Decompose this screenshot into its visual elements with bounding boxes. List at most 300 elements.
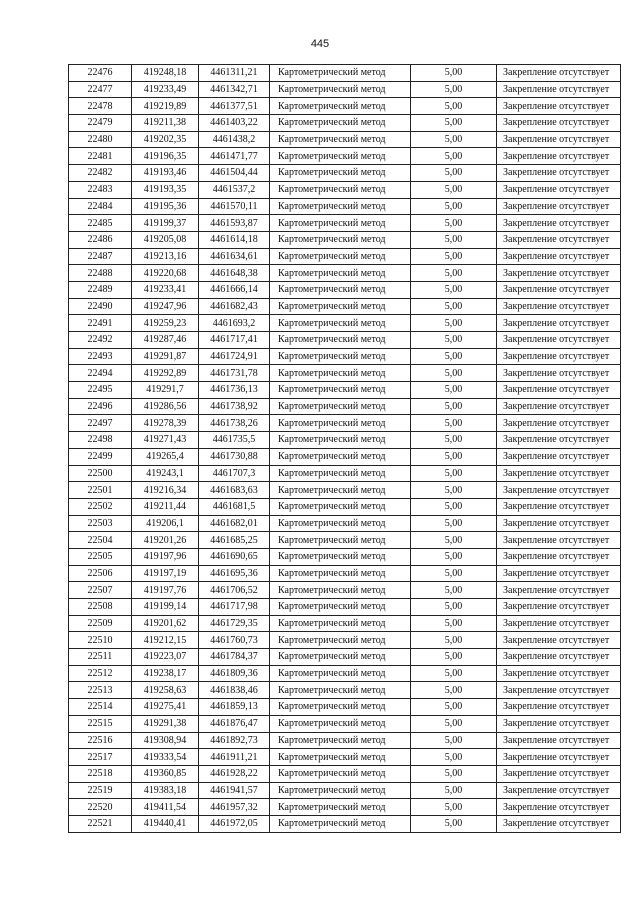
accuracy-cell: 5,00 xyxy=(411,765,497,782)
method-cell: Картометрический метод xyxy=(270,81,411,98)
accuracy-cell: 5,00 xyxy=(411,115,497,132)
table-row xyxy=(69,231,621,248)
x-coordinate-cell: 419238,17 xyxy=(132,665,199,682)
y-coordinate-cell: 4461706,52 xyxy=(199,582,270,599)
method-cell: Картометрический метод xyxy=(270,448,411,465)
point-number-cell: 22516 xyxy=(69,732,132,749)
method-cell: Картометрический метод xyxy=(270,382,411,399)
y-coordinate-cell: 4461731,78 xyxy=(199,365,270,382)
fixation-cell: Закрепление отсутствует xyxy=(497,582,621,599)
point-number-cell: 22493 xyxy=(69,348,132,365)
table-row xyxy=(69,215,621,232)
accuracy-cell: 5,00 xyxy=(411,131,497,148)
accuracy-cell: 5,00 xyxy=(411,632,497,649)
accuracy-cell: 5,00 xyxy=(411,532,497,549)
x-coordinate-cell: 419291,87 xyxy=(132,348,199,365)
method-cell: Картометрический метод xyxy=(270,599,411,616)
accuracy-cell: 5,00 xyxy=(411,98,497,115)
table-row xyxy=(69,749,621,766)
fixation-cell: Закрепление отсутствует xyxy=(497,565,621,582)
y-coordinate-cell: 4461634,61 xyxy=(199,248,270,265)
accuracy-cell: 5,00 xyxy=(411,715,497,732)
method-cell: Картометрический метод xyxy=(270,665,411,682)
x-coordinate-cell: 419196,35 xyxy=(132,148,199,165)
table-row xyxy=(69,515,621,532)
point-number-cell: 22519 xyxy=(69,782,132,799)
method-cell: Картометрический метод xyxy=(270,482,411,499)
table-row xyxy=(69,348,621,365)
method-cell: Картометрический метод xyxy=(270,432,411,449)
fixation-cell: Закрепление отсутствует xyxy=(497,615,621,632)
x-coordinate-cell: 419291,38 xyxy=(132,715,199,732)
y-coordinate-cell: 4461957,32 xyxy=(199,799,270,816)
point-number-cell: 22515 xyxy=(69,715,132,732)
point-number-cell: 22508 xyxy=(69,599,132,616)
method-cell: Картометрический метод xyxy=(270,265,411,282)
accuracy-cell: 5,00 xyxy=(411,665,497,682)
y-coordinate-cell: 4461760,73 xyxy=(199,632,270,649)
x-coordinate-cell: 419202,35 xyxy=(132,131,199,148)
y-coordinate-cell: 4461693,2 xyxy=(199,315,270,332)
table-row xyxy=(69,332,621,349)
fixation-cell: Закрепление отсутствует xyxy=(497,332,621,349)
point-number-cell: 22486 xyxy=(69,231,132,248)
fixation-cell: Закрепление отсутствует xyxy=(497,281,621,298)
y-coordinate-cell: 4461682,01 xyxy=(199,515,270,532)
table-row xyxy=(69,715,621,732)
x-coordinate-cell: 419233,49 xyxy=(132,81,199,98)
fixation-cell: Закрепление отсутствует xyxy=(497,415,621,432)
fixation-cell: Закрепление отсутствует xyxy=(497,248,621,265)
method-cell: Картометрический метод xyxy=(270,548,411,565)
table-row xyxy=(69,682,621,699)
x-coordinate-cell: 419275,41 xyxy=(132,699,199,716)
method-cell: Картометрический метод xyxy=(270,465,411,482)
y-coordinate-cell: 4461972,05 xyxy=(199,815,270,832)
x-coordinate-cell: 419278,39 xyxy=(132,415,199,432)
x-coordinate-cell: 419197,76 xyxy=(132,582,199,599)
point-number-cell: 22514 xyxy=(69,699,132,716)
fixation-cell: Закрепление отсутствует xyxy=(497,799,621,816)
point-number-cell: 22520 xyxy=(69,799,132,816)
y-coordinate-cell: 4461377,51 xyxy=(199,98,270,115)
fixation-cell: Закрепление отсутствует xyxy=(497,398,621,415)
y-coordinate-cell: 4461342,71 xyxy=(199,81,270,98)
fixation-cell: Закрепление отсутствует xyxy=(497,782,621,799)
x-coordinate-cell: 419259,23 xyxy=(132,315,199,332)
y-coordinate-cell: 4461724,91 xyxy=(199,348,270,365)
accuracy-cell: 5,00 xyxy=(411,315,497,332)
point-number-cell: 22501 xyxy=(69,482,132,499)
method-cell: Картометрический метод xyxy=(270,682,411,699)
table-row xyxy=(69,281,621,298)
x-coordinate-cell: 419265,4 xyxy=(132,448,199,465)
x-coordinate-cell: 419286,56 xyxy=(132,398,199,415)
fixation-cell: Закрепление отсутствует xyxy=(497,215,621,232)
accuracy-cell: 5,00 xyxy=(411,515,497,532)
table-row xyxy=(69,815,621,832)
y-coordinate-cell: 4461666,14 xyxy=(199,281,270,298)
point-number-cell: 22499 xyxy=(69,448,132,465)
y-coordinate-cell: 4461838,46 xyxy=(199,682,270,699)
accuracy-cell: 5,00 xyxy=(411,281,497,298)
method-cell: Картометрический метод xyxy=(270,415,411,432)
x-coordinate-cell: 419219,89 xyxy=(132,98,199,115)
method-cell: Картометрический метод xyxy=(270,732,411,749)
point-number-cell: 22478 xyxy=(69,98,132,115)
method-cell: Картометрический метод xyxy=(270,699,411,716)
y-coordinate-cell: 4461736,13 xyxy=(199,382,270,399)
x-coordinate-cell: 419211,38 xyxy=(132,115,199,132)
point-number-cell: 22485 xyxy=(69,215,132,232)
point-number-cell: 22503 xyxy=(69,515,132,532)
point-number-cell: 22477 xyxy=(69,81,132,98)
y-coordinate-cell: 4461738,26 xyxy=(199,415,270,432)
fixation-cell: Закрепление отсутствует xyxy=(497,649,621,666)
point-number-cell: 22496 xyxy=(69,398,132,415)
method-cell: Картометрический метод xyxy=(270,298,411,315)
accuracy-cell: 5,00 xyxy=(411,332,497,349)
y-coordinate-cell: 4461809,36 xyxy=(199,665,270,682)
y-coordinate-cell: 4461504,44 xyxy=(199,165,270,182)
x-coordinate-cell: 419220,68 xyxy=(132,265,199,282)
table-row xyxy=(69,799,621,816)
fixation-cell: Закрепление отсутствует xyxy=(497,815,621,832)
table-row xyxy=(69,148,621,165)
y-coordinate-cell: 4461717,98 xyxy=(199,599,270,616)
x-coordinate-cell: 419199,14 xyxy=(132,599,199,616)
y-coordinate-cell: 4461403,22 xyxy=(199,115,270,132)
method-cell: Картометрический метод xyxy=(270,515,411,532)
table-row xyxy=(69,632,621,649)
accuracy-cell: 5,00 xyxy=(411,649,497,666)
y-coordinate-cell: 4461911,21 xyxy=(199,749,270,766)
method-cell: Картометрический метод xyxy=(270,765,411,782)
x-coordinate-cell: 419201,26 xyxy=(132,532,199,549)
method-cell: Картометрический метод xyxy=(270,165,411,182)
x-coordinate-cell: 419383,18 xyxy=(132,782,199,799)
y-coordinate-cell: 4461876,47 xyxy=(199,715,270,732)
x-coordinate-cell: 419258,63 xyxy=(132,682,199,699)
accuracy-cell: 5,00 xyxy=(411,81,497,98)
fixation-cell: Закрепление отсутствует xyxy=(497,548,621,565)
method-cell: Картометрический метод xyxy=(270,231,411,248)
point-number-cell: 22505 xyxy=(69,548,132,565)
fixation-cell: Закрепление отсутствует xyxy=(497,131,621,148)
method-cell: Картометрический метод xyxy=(270,782,411,799)
x-coordinate-cell: 419233,41 xyxy=(132,281,199,298)
x-coordinate-cell: 419201,62 xyxy=(132,615,199,632)
y-coordinate-cell: 4461648,38 xyxy=(199,265,270,282)
y-coordinate-cell: 4461438,2 xyxy=(199,131,270,148)
fixation-cell: Закрепление отсутствует xyxy=(497,498,621,515)
fixation-cell: Закрепление отсутствует xyxy=(497,715,621,732)
table-row xyxy=(69,131,621,148)
point-number-cell: 22488 xyxy=(69,265,132,282)
fixation-cell: Закрепление отсутствует xyxy=(497,465,621,482)
x-coordinate-cell: 419213,16 xyxy=(132,248,199,265)
point-number-cell: 22511 xyxy=(69,649,132,666)
x-coordinate-cell: 419199,37 xyxy=(132,215,199,232)
method-cell: Картометрический метод xyxy=(270,315,411,332)
accuracy-cell: 5,00 xyxy=(411,548,497,565)
method-cell: Картометрический метод xyxy=(270,632,411,649)
table-row xyxy=(69,65,621,82)
accuracy-cell: 5,00 xyxy=(411,348,497,365)
accuracy-cell: 5,00 xyxy=(411,815,497,832)
table-row xyxy=(69,415,621,432)
table-row xyxy=(69,699,621,716)
table-row xyxy=(69,298,621,315)
point-number-cell: 22492 xyxy=(69,332,132,349)
method-cell: Картометрический метод xyxy=(270,582,411,599)
fixation-cell: Закрепление отсутствует xyxy=(497,98,621,115)
fixation-cell: Закрепление отсутствует xyxy=(497,315,621,332)
accuracy-cell: 5,00 xyxy=(411,432,497,449)
accuracy-cell: 5,00 xyxy=(411,365,497,382)
point-number-cell: 22490 xyxy=(69,298,132,315)
accuracy-cell: 5,00 xyxy=(411,465,497,482)
y-coordinate-cell: 4461941,57 xyxy=(199,782,270,799)
table-row xyxy=(69,81,621,98)
point-number-cell: 22506 xyxy=(69,565,132,582)
y-coordinate-cell: 4461892,73 xyxy=(199,732,270,749)
fixation-cell: Закрепление отсутствует xyxy=(497,682,621,699)
table-row xyxy=(69,398,621,415)
y-coordinate-cell: 4461593,87 xyxy=(199,215,270,232)
y-coordinate-cell: 4461928,22 xyxy=(199,765,270,782)
fixation-cell: Закрепление отсутствует xyxy=(497,348,621,365)
table-row xyxy=(69,615,621,632)
method-cell: Картометрический метод xyxy=(270,532,411,549)
table-row xyxy=(69,732,621,749)
y-coordinate-cell: 4461614,18 xyxy=(199,231,270,248)
fixation-cell: Закрепление отсутствует xyxy=(497,65,621,82)
fixation-cell: Закрепление отсутствует xyxy=(497,532,621,549)
accuracy-cell: 5,00 xyxy=(411,382,497,399)
fixation-cell: Закрепление отсутствует xyxy=(497,665,621,682)
accuracy-cell: 5,00 xyxy=(411,498,497,515)
point-number-cell: 22487 xyxy=(69,248,132,265)
y-coordinate-cell: 4461784,37 xyxy=(199,649,270,666)
y-coordinate-cell: 4461735,5 xyxy=(199,432,270,449)
point-number-cell: 22510 xyxy=(69,632,132,649)
fixation-cell: Закрепление отсутствует xyxy=(497,732,621,749)
method-cell: Картометрический метод xyxy=(270,248,411,265)
fixation-cell: Закрепление отсутствует xyxy=(497,749,621,766)
fixation-cell: Закрепление отсутствует xyxy=(497,382,621,399)
method-cell: Картометрический метод xyxy=(270,332,411,349)
table-row xyxy=(69,465,621,482)
table-row xyxy=(69,565,621,582)
accuracy-cell: 5,00 xyxy=(411,198,497,215)
method-cell: Картометрический метод xyxy=(270,615,411,632)
point-number-cell: 22500 xyxy=(69,465,132,482)
x-coordinate-cell: 419411,54 xyxy=(132,799,199,816)
x-coordinate-cell: 419193,46 xyxy=(132,165,199,182)
method-cell: Картометрический метод xyxy=(270,65,411,82)
accuracy-cell: 5,00 xyxy=(411,782,497,799)
point-number-cell: 22509 xyxy=(69,615,132,632)
point-number-cell: 22512 xyxy=(69,665,132,682)
accuracy-cell: 5,00 xyxy=(411,248,497,265)
x-coordinate-cell: 419271,43 xyxy=(132,432,199,449)
y-coordinate-cell: 4461738,92 xyxy=(199,398,270,415)
x-coordinate-cell: 419287,46 xyxy=(132,332,199,349)
fixation-cell: Закрепление отсутствует xyxy=(497,448,621,465)
table-row xyxy=(69,98,621,115)
x-coordinate-cell: 419333,54 xyxy=(132,749,199,766)
fixation-cell: Закрепление отсутствует xyxy=(497,148,621,165)
method-cell: Картометрический метод xyxy=(270,498,411,515)
table-row xyxy=(69,382,621,399)
x-coordinate-cell: 419291,7 xyxy=(132,382,199,399)
table-row xyxy=(69,649,621,666)
x-coordinate-cell: 419197,96 xyxy=(132,548,199,565)
table-row xyxy=(69,782,621,799)
method-cell: Картометрический метод xyxy=(270,365,411,382)
method-cell: Картометрический метод xyxy=(270,98,411,115)
accuracy-cell: 5,00 xyxy=(411,699,497,716)
accuracy-cell: 5,00 xyxy=(411,265,497,282)
x-coordinate-cell: 419211,44 xyxy=(132,498,199,515)
accuracy-cell: 5,00 xyxy=(411,398,497,415)
y-coordinate-cell: 4461681,5 xyxy=(199,498,270,515)
fixation-cell: Закрепление отсутствует xyxy=(497,765,621,782)
table-row xyxy=(69,498,621,515)
point-number-cell: 22479 xyxy=(69,115,132,132)
point-number-cell: 22494 xyxy=(69,365,132,382)
accuracy-cell: 5,00 xyxy=(411,298,497,315)
method-cell: Картометрический метод xyxy=(270,181,411,198)
accuracy-cell: 5,00 xyxy=(411,682,497,699)
fixation-cell: Закрепление отсутствует xyxy=(497,632,621,649)
point-number-cell: 22476 xyxy=(69,65,132,82)
y-coordinate-cell: 4461690,65 xyxy=(199,548,270,565)
point-number-cell: 22489 xyxy=(69,281,132,298)
accuracy-cell: 5,00 xyxy=(411,448,497,465)
page-number: 445 xyxy=(310,38,330,50)
method-cell: Картометрический метод xyxy=(270,715,411,732)
coordinates-table xyxy=(68,64,621,833)
y-coordinate-cell: 4461717,41 xyxy=(199,332,270,349)
y-coordinate-cell: 4461730,88 xyxy=(199,448,270,465)
x-coordinate-cell: 419212,15 xyxy=(132,632,199,649)
method-cell: Картометрический метод xyxy=(270,131,411,148)
point-number-cell: 22484 xyxy=(69,198,132,215)
accuracy-cell: 5,00 xyxy=(411,599,497,616)
fixation-cell: Закрепление отсутствует xyxy=(497,231,621,248)
accuracy-cell: 5,00 xyxy=(411,65,497,82)
table-row xyxy=(69,315,621,332)
fixation-cell: Закрепление отсутствует xyxy=(497,165,621,182)
table-row xyxy=(69,448,621,465)
method-cell: Картометрический метод xyxy=(270,815,411,832)
accuracy-cell: 5,00 xyxy=(411,732,497,749)
table-row xyxy=(69,599,621,616)
method-cell: Картометрический метод xyxy=(270,649,411,666)
x-coordinate-cell: 419308,94 xyxy=(132,732,199,749)
y-coordinate-cell: 4461311,21 xyxy=(199,65,270,82)
accuracy-cell: 5,00 xyxy=(411,615,497,632)
fixation-cell: Закрепление отсутствует xyxy=(497,699,621,716)
fixation-cell: Закрепление отсутствует xyxy=(497,482,621,499)
x-coordinate-cell: 419206,1 xyxy=(132,515,199,532)
accuracy-cell: 5,00 xyxy=(411,749,497,766)
y-coordinate-cell: 4461685,25 xyxy=(199,532,270,549)
point-number-cell: 22482 xyxy=(69,165,132,182)
point-number-cell: 22497 xyxy=(69,415,132,432)
method-cell: Картометрический метод xyxy=(270,115,411,132)
accuracy-cell: 5,00 xyxy=(411,165,497,182)
point-number-cell: 22517 xyxy=(69,749,132,766)
x-coordinate-cell: 419197,19 xyxy=(132,565,199,582)
x-coordinate-cell: 419223,07 xyxy=(132,649,199,666)
fixation-cell: Закрепление отсутствует xyxy=(497,265,621,282)
accuracy-cell: 5,00 xyxy=(411,565,497,582)
y-coordinate-cell: 4461859,13 xyxy=(199,699,270,716)
fixation-cell: Закрепление отсутствует xyxy=(497,298,621,315)
method-cell: Картометрический метод xyxy=(270,348,411,365)
x-coordinate-cell: 419248,18 xyxy=(132,65,199,82)
table-row xyxy=(69,198,621,215)
x-coordinate-cell: 419216,34 xyxy=(132,482,199,499)
fixation-cell: Закрепление отсутствует xyxy=(497,181,621,198)
accuracy-cell: 5,00 xyxy=(411,799,497,816)
point-number-cell: 22491 xyxy=(69,315,132,332)
accuracy-cell: 5,00 xyxy=(411,181,497,198)
table-row xyxy=(69,582,621,599)
x-coordinate-cell: 419247,96 xyxy=(132,298,199,315)
method-cell: Картометрический метод xyxy=(270,398,411,415)
x-coordinate-cell: 419193,35 xyxy=(132,181,199,198)
accuracy-cell: 5,00 xyxy=(411,482,497,499)
y-coordinate-cell: 4461471,77 xyxy=(199,148,270,165)
point-number-cell: 22480 xyxy=(69,131,132,148)
method-cell: Картометрический метод xyxy=(270,565,411,582)
table-row xyxy=(69,482,621,499)
table-row xyxy=(69,665,621,682)
method-cell: Картометрический метод xyxy=(270,799,411,816)
point-number-cell: 22483 xyxy=(69,181,132,198)
table-row xyxy=(69,548,621,565)
table-row xyxy=(69,181,621,198)
y-coordinate-cell: 4461695,36 xyxy=(199,565,270,582)
x-coordinate-cell: 419243,1 xyxy=(132,465,199,482)
method-cell: Картометрический метод xyxy=(270,281,411,298)
fixation-cell: Закрепление отсутствует xyxy=(497,515,621,532)
point-number-cell: 22495 xyxy=(69,382,132,399)
coordinates-table-body xyxy=(69,65,621,833)
x-coordinate-cell: 419360,85 xyxy=(132,765,199,782)
x-coordinate-cell: 419440,41 xyxy=(132,815,199,832)
method-cell: Картометрический метод xyxy=(270,215,411,232)
fixation-cell: Закрепление отсутствует xyxy=(497,599,621,616)
point-number-cell: 22521 xyxy=(69,815,132,832)
fixation-cell: Закрепление отсутствует xyxy=(497,365,621,382)
accuracy-cell: 5,00 xyxy=(411,415,497,432)
point-number-cell: 22513 xyxy=(69,682,132,699)
method-cell: Картометрический метод xyxy=(270,148,411,165)
y-coordinate-cell: 4461683,63 xyxy=(199,482,270,499)
table-row xyxy=(69,532,621,549)
fixation-cell: Закрепление отсутствует xyxy=(497,198,621,215)
accuracy-cell: 5,00 xyxy=(411,231,497,248)
accuracy-cell: 5,00 xyxy=(411,582,497,599)
y-coordinate-cell: 4461729,35 xyxy=(199,615,270,632)
table-row xyxy=(69,165,621,182)
table-row xyxy=(69,248,621,265)
